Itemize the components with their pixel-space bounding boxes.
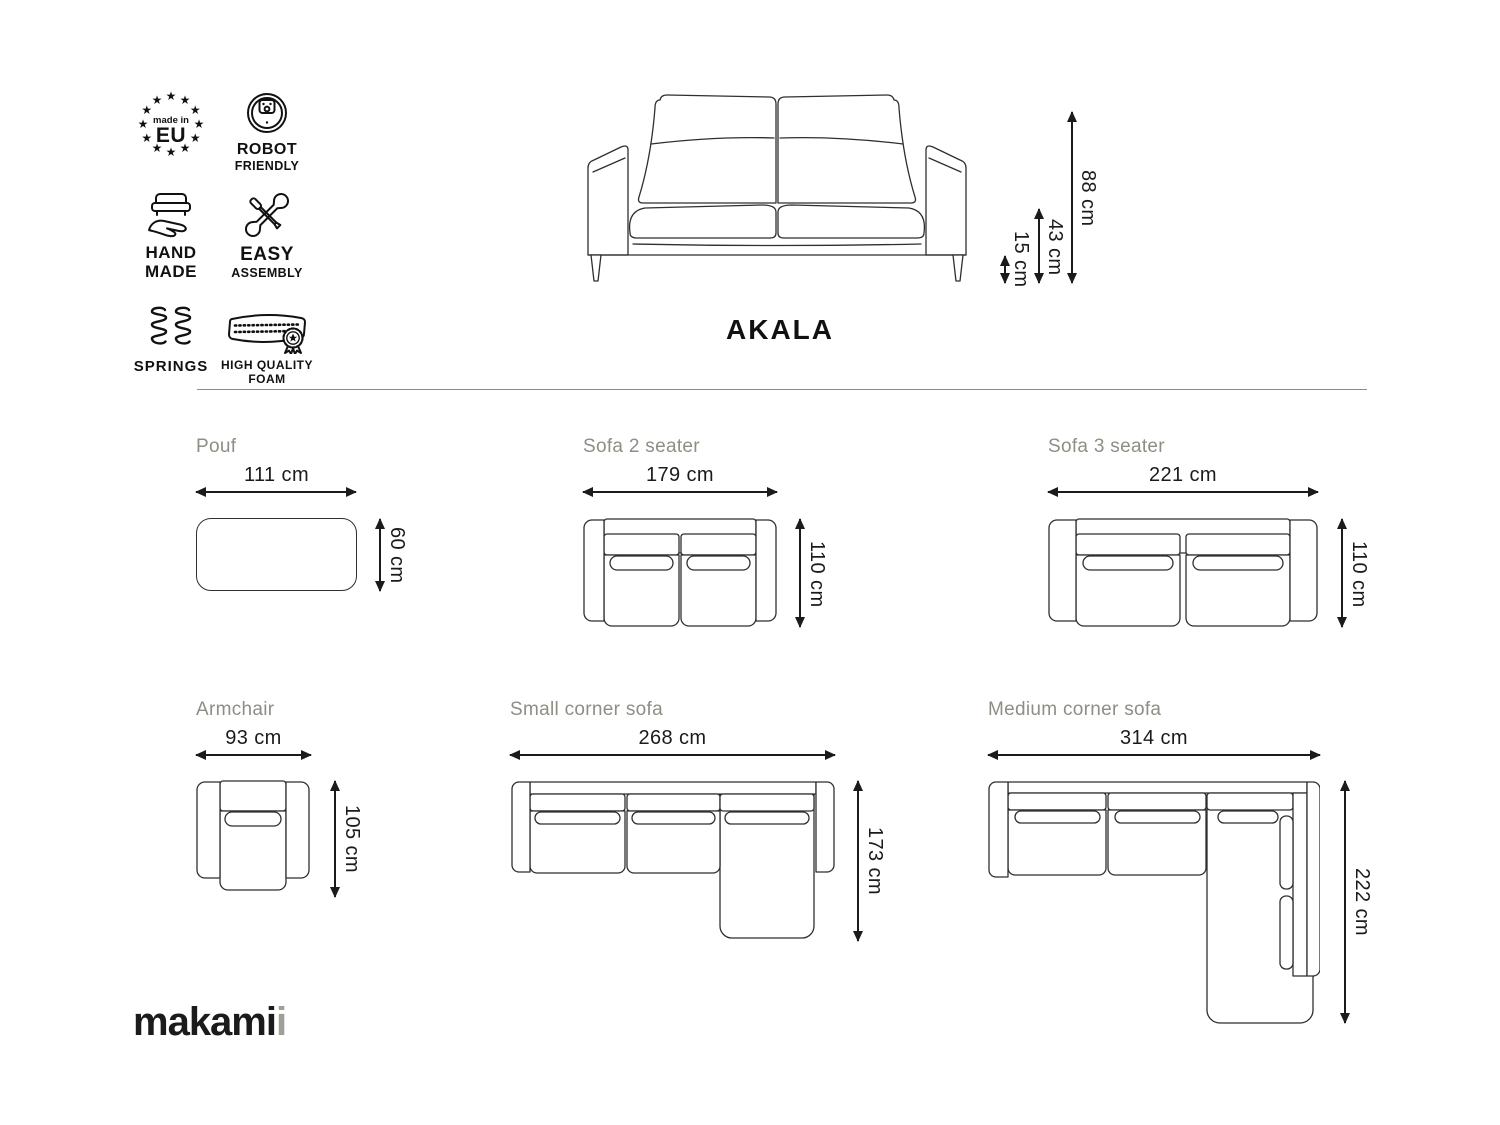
badge-friendly-label: FRIENDLY xyxy=(234,159,300,173)
depth-arrow xyxy=(799,519,801,627)
variant-name: Pouf xyxy=(196,436,237,457)
sofa-front-view-drawing xyxy=(577,88,977,288)
depth-label: 105 cm xyxy=(341,805,363,873)
total-height-arrow xyxy=(1071,112,1073,283)
badge-hand-label: HAND xyxy=(145,243,197,262)
width-label: 314 cm xyxy=(1120,727,1188,749)
variant-name: Armchair xyxy=(196,699,275,720)
pouf-top-view xyxy=(196,518,357,591)
width-arrow xyxy=(510,754,835,756)
depth-label: 173 cm xyxy=(864,827,886,895)
badge-made-in-label: made in xyxy=(153,115,189,126)
svg-text:★: ★ xyxy=(179,92,191,107)
width-arrow xyxy=(1048,491,1318,493)
leg-height-arrow xyxy=(1004,256,1006,283)
sofa-3-seater-top-view xyxy=(1048,518,1318,628)
badge-eu-label: EU xyxy=(155,124,187,147)
sofa-2-seater-top-view xyxy=(583,518,777,628)
depth-arrow xyxy=(334,781,336,897)
brand-logo xyxy=(133,1000,286,1045)
svg-text:★: ★ xyxy=(151,92,163,107)
divider-line xyxy=(197,389,1367,390)
depth-arrow xyxy=(857,781,859,941)
width-label: 268 cm xyxy=(638,727,707,749)
width-label: 221 cm xyxy=(1149,464,1217,486)
svg-text:★: ★ xyxy=(137,117,149,131)
width-label: 93 cm xyxy=(225,727,282,749)
badge-foam-label: FOAM xyxy=(248,371,286,386)
robot-vacuum-icon xyxy=(245,92,289,136)
svg-text:★: ★ xyxy=(141,131,153,145)
variant-name: Sofa 3 seater xyxy=(1048,436,1165,457)
depth-arrow xyxy=(379,519,381,591)
svg-text:★: ★ xyxy=(189,131,201,145)
width-label: 111 cm xyxy=(243,464,310,486)
foam-icon xyxy=(225,310,309,354)
hand-made-icon xyxy=(146,190,196,238)
seat-height-arrow xyxy=(1038,209,1040,283)
tools-icon xyxy=(244,191,290,239)
svg-text:★: ★ xyxy=(179,141,191,156)
svg-text:★: ★ xyxy=(165,89,177,103)
svg-text:★: ★ xyxy=(141,103,153,117)
badge-made-in-eu xyxy=(133,84,209,167)
brand-logo-accent: i xyxy=(275,1000,287,1044)
badge-high-quality-foam xyxy=(220,310,314,387)
depth-arrow xyxy=(1341,519,1343,627)
depth-label: 110 cm xyxy=(806,540,828,608)
badge-high-quality-label: HIGH QUALITY xyxy=(221,358,313,372)
made-in-eu-icon xyxy=(136,84,206,162)
svg-text:★: ★ xyxy=(165,145,177,159)
springs-icon xyxy=(147,306,195,348)
svg-text:★: ★ xyxy=(189,103,201,117)
badge-robot-friendly xyxy=(228,92,306,173)
width-arrow xyxy=(988,754,1320,756)
depth-label: 222 cm xyxy=(1351,868,1373,936)
total-height-label: 88 cm xyxy=(1077,169,1099,227)
depth-arrow xyxy=(1344,781,1346,1023)
small-corner-sofa-top-view xyxy=(510,780,836,942)
badge-easy-assembly xyxy=(228,191,306,280)
svg-text:★: ★ xyxy=(193,117,205,131)
leg-height-label: 15 cm xyxy=(1010,230,1032,288)
badge-robot-label: ROBOT xyxy=(236,141,298,158)
product-name: AKALA xyxy=(726,314,834,345)
brand-logo-main: makami xyxy=(133,1000,276,1044)
seat-height-label: 43 cm xyxy=(1044,218,1066,276)
variant-name: Medium corner sofa xyxy=(988,699,1162,720)
variant-name: Sofa 2 seater xyxy=(583,436,700,457)
width-label: 179 cm xyxy=(646,464,714,486)
badge-hand-made xyxy=(134,190,208,281)
variant-name: Small corner sofa xyxy=(510,699,663,720)
badge-easy-label: EASY xyxy=(240,244,294,265)
badge-assembly-label: ASSEMBLY xyxy=(231,266,303,280)
svg-text:★: ★ xyxy=(151,141,163,156)
width-arrow xyxy=(196,754,311,756)
width-arrow xyxy=(583,491,777,493)
badge-made-label: MADE xyxy=(144,262,198,282)
depth-label: 110 cm xyxy=(1348,540,1370,608)
badge-springs-label: SPRINGS xyxy=(133,358,209,375)
width-arrow xyxy=(196,491,356,493)
badge-springs xyxy=(132,306,210,375)
depth-label: 60 cm xyxy=(386,526,408,584)
armchair-top-view xyxy=(196,780,310,892)
medium-corner-sofa-top-view xyxy=(988,781,1320,1024)
